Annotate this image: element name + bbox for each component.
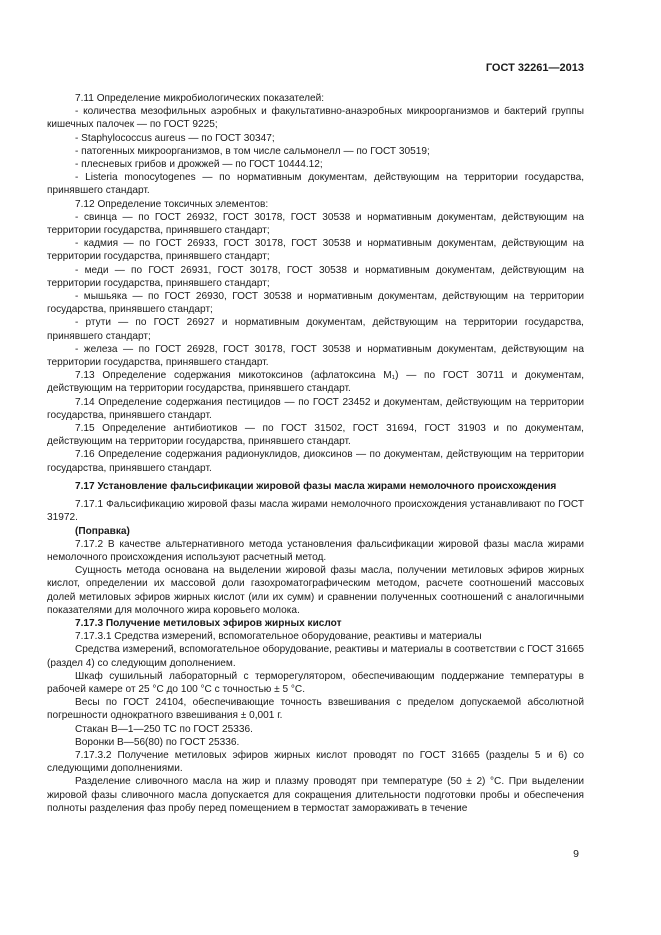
section-7-17-2: 7.17.2 В качестве альтернативного метода установления фальсификации жировой фазы масла жирами немолочного происхождения используют расчетный метод.: [47, 538, 584, 563]
section-7-17-1: 7.17.1 Фальсификацию жировой фазы масла жирами немолочного происхождения устанавливают по ГОСТ 31972.: [47, 499, 584, 524]
section-7-13: 7.13 Определение содержания микотоксинов (афлатоксина М₁) — по ГОСТ 30711 и документам, действующим на территории государства, принявшего стандарт.: [47, 370, 584, 395]
body-paragraph: Воронки В—56(80) по ГОСТ 25336.: [75, 736, 240, 748]
list-item: - свинца — по ГОСТ 26932, ГОСТ 30178, ГОСТ 30538 и нормативным документам, действующим на территории государства, принявшего стандарт;: [47, 211, 584, 237]
section-7-14: 7.14 Определение содержания пестицидов — по ГОСТ 23452 и документам, действующим на территории государства, принявшего стандарт.: [47, 396, 584, 421]
section-7-17-3-heading: 7.17.3 Получение метиловых эфиров жирных кислот: [75, 617, 342, 629]
body-paragraph: Шкаф сушильный лабораторный с терморегулятором, обеспечивающим поддержание температуры в рабочей камере от 25 °С до 100 °С с точностью ± 5 °С.: [47, 670, 584, 695]
body-paragraph: Стакан В—1—250 ТС по ГОСТ 25336.: [75, 723, 253, 735]
document-id-header: ГОСТ 32261—2013: [485, 62, 584, 74]
list-item: - железа — по ГОСТ 26928, ГОСТ 30178, ГОСТ 30538 и нормативным документам, действующим на территории государства, принявшего стандарт.: [47, 343, 584, 369]
section-7-17-3-2: 7.17.3.2 Получение метиловых эфиров жирных кислот проводят по ГОСТ 31665 (разделы 5 и 6) со следующими дополнениями.: [47, 749, 584, 775]
list-item: - кадмия — по ГОСТ 26933, ГОСТ 30178, ГОСТ 30538 и нормативным документам, действующим на территории государства, принявшего стандарт;: [47, 238, 584, 263]
body-paragraph: Разделение сливочного масла на жир и плазму проводят при температуре (50 ± 2) °С. При выделении жировой фазы сливочного масла допускается для сокращения длительности подготовки пробы и обеспечения полноты разделения фаз пробу перед помещением в термостат замораживать в течение: [47, 776, 584, 814]
section-7-12: 7.12 Определение токсичных элементов:: [75, 198, 269, 210]
list-item: - плесневых грибов и дрожжей — по ГОСТ 10444.12;: [75, 159, 323, 171]
body-paragraph: Весы по ГОСТ 24104, обеспечивающие точность взвешивания с пределом допускаемой абсолютной погрешности однократного взвешивания ± 0,001 г.: [47, 697, 584, 722]
section-7-17-heading: 7.17 Установление фальсификации жировой фазы масла жирами немолочного происхождения: [75, 480, 557, 492]
section-7-17-3-1: 7.17.3.1 Средства измерений, вспомогательное оборудование, реактивы и материалы: [75, 631, 482, 643]
body-paragraph: Средства измерений, вспомогательное оборудование, реактивы и материалы в соответствии с ГОСТ 31665 (раздел 4) со следующим дополнением.: [47, 644, 584, 669]
section-7-11: 7.11 Определение микробиологических показателей:: [75, 93, 325, 104]
list-item: - количества мезофильных аэробных и факультативно-анаэробных микроорганизмов и бактерий группы кишечных палочек — по ГОСТ 9225;: [47, 106, 584, 131]
page-number: 9: [573, 848, 579, 860]
amendment-note: (Поправка): [75, 525, 130, 537]
section-7-16: 7.16 Определение содержания радионуклидов, диоксинов — по документам, действующим на территории государства, принявшего стандарт.: [47, 449, 584, 474]
section-7-15: 7.15 Определение антибиотиков — по ГОСТ 31502, ГОСТ 31694, ГОСТ 31903 и по документам, действующим на территории государства, принявшего стандарт.: [47, 423, 584, 448]
list-item: - мышьяка — по ГОСТ 26930, ГОСТ 30538 и нормативным документам, действующим на территории государства, принявшего стандарт;: [47, 291, 584, 316]
list-item: - Listeria monocytogenes — по нормативным документам, действующим на территории государства, принявшего стандарт.: [47, 172, 584, 197]
method-essence-paragraph: Сущность метода основана на выделении жировой фазы масла, получении метиловых эфиров жирных кислот, определении их массовой доли газохроматографическим методом, расчете соотношений массовых долей метиловых эфиров жирных кислот (или их сумм) и сравнении полученных соотношений с аналогичными показателями для молочного жира коровьего молока.: [47, 565, 584, 616]
list-item: - патогенных микроорганизмов, в том числе сальмонелл — по ГОСТ 30519;: [75, 145, 430, 157]
list-item: - ртути — по ГОСТ 26927 и нормативным документам, действующим на территории государства, принявшего стандарт;: [47, 317, 584, 342]
document-body: [47, 92, 584, 815]
list-item: - Staphylococcus aureus — по ГОСТ 30347;: [75, 132, 275, 144]
list-item: - меди — по ГОСТ 26931, ГОСТ 30178, ГОСТ 30538 и нормативным документам, действующим на территории государства, принявшего стандарт;: [47, 264, 584, 289]
